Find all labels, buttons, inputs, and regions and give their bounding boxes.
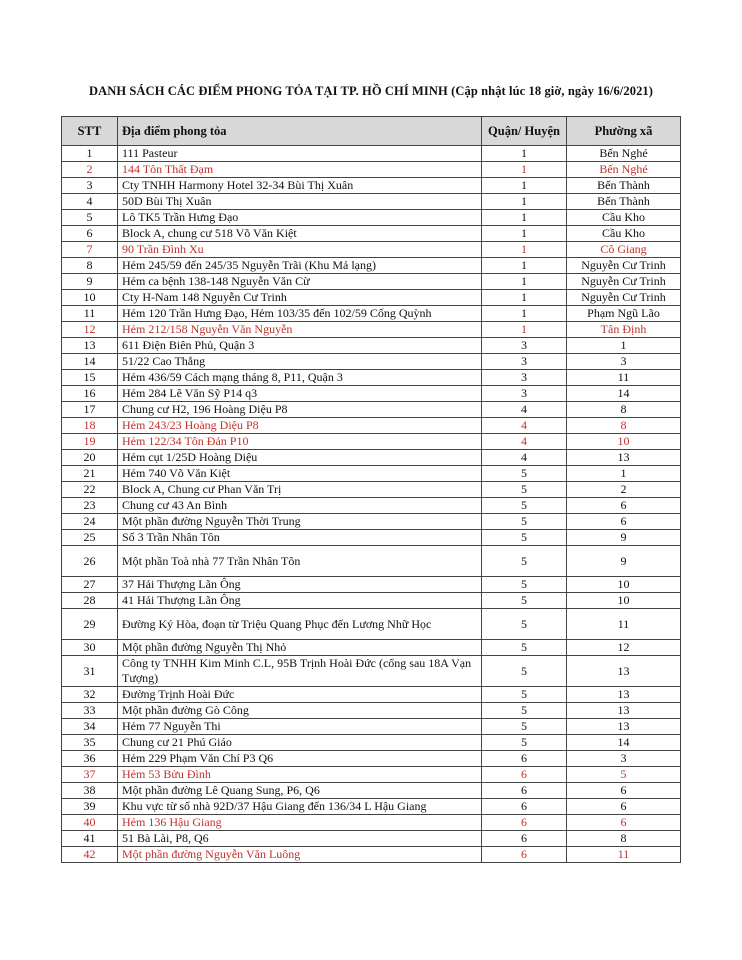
cell-stt: 37 — [62, 767, 118, 783]
cell-stt: 8 — [62, 258, 118, 274]
cell-stt: 12 — [62, 322, 118, 338]
cell-location: Chung cư 21 Phú Giáo — [118, 735, 482, 751]
table-row — [62, 530, 681, 546]
cell-district: 5 — [482, 530, 567, 546]
cell-stt: 16 — [62, 386, 118, 402]
cell-location: Hẻm 740 Võ Văn Kiệt — [118, 466, 482, 482]
cell-ward: Bến Nghé — [567, 162, 681, 178]
table-row — [62, 178, 681, 194]
cell-location: Một phần đường Nguyễn Thị Nhỏ — [118, 640, 482, 656]
cell-ward: 13 — [567, 450, 681, 466]
cell-district: 1 — [482, 242, 567, 258]
table-row — [62, 210, 681, 226]
cell-district: 5 — [482, 482, 567, 498]
table-row — [62, 482, 681, 498]
cell-stt: 33 — [62, 703, 118, 719]
cell-ward: 13 — [567, 703, 681, 719]
cell-location: Hẻm 212/158 Nguyễn Văn Nguyễn — [118, 322, 482, 338]
table-row — [62, 799, 681, 815]
cell-location: Công ty TNHH Kim Minh C.L, 95B Trịnh Hoài Đức (cổng sau 18A Vạn Tượng) — [118, 656, 482, 687]
cell-location: 41 Hải Thượng Lãn Ông — [118, 593, 482, 609]
cell-stt: 35 — [62, 735, 118, 751]
cell-district: 6 — [482, 751, 567, 767]
cell-ward: 10 — [567, 593, 681, 609]
table-row — [62, 258, 681, 274]
cell-ward: 3 — [567, 751, 681, 767]
cell-ward: 1 — [567, 338, 681, 354]
cell-district: 5 — [482, 640, 567, 656]
cell-location: Hẻm 136 Hậu Giang — [118, 815, 482, 831]
cell-ward: Nguyễn Cư Trinh — [567, 258, 681, 274]
cell-stt: 15 — [62, 370, 118, 386]
cell-stt: 42 — [62, 847, 118, 863]
cell-location: Hẻm ca bệnh 138-148 Nguyễn Văn Cừ — [118, 274, 482, 290]
cell-ward: 11 — [567, 847, 681, 863]
cell-ward: 10 — [567, 577, 681, 593]
cell-district: 5 — [482, 687, 567, 703]
cell-location: Cty H-Nam 148 Nguyễn Cư Trinh — [118, 290, 482, 306]
cell-district: 5 — [482, 498, 567, 514]
cell-district: 5 — [482, 593, 567, 609]
table-row — [62, 146, 681, 162]
cell-location: Hẻm cụt 1/25D Hoàng Diệu — [118, 450, 482, 466]
cell-ward: Bến Thành — [567, 194, 681, 210]
table-row — [62, 226, 681, 242]
cell-location: Hẻm 436/59 Cách mạng tháng 8, P11, Quận 3 — [118, 370, 482, 386]
cell-location: 611 Điện Biên Phủ, Quận 3 — [118, 338, 482, 354]
cell-location: Hẻm 120 Trần Hưng Đạo, Hẻm 103/35 đến 102/59 Cống Quỳnh — [118, 306, 482, 322]
cell-district: 6 — [482, 799, 567, 815]
cell-district: 5 — [482, 466, 567, 482]
cell-district: 3 — [482, 386, 567, 402]
cell-district: 1 — [482, 178, 567, 194]
table-row — [62, 577, 681, 593]
document-title: DANH SÁCH CÁC ĐIỂM PHONG TỎA TẠI TP. HỒ CHÍ MINH (Cập nhật lúc 18 giờ, ngày 16/6/2021) — [88, 84, 654, 98]
cell-location: Đường Trịnh Hoài Đức — [118, 687, 482, 703]
cell-stt: 29 — [62, 609, 118, 640]
cell-stt: 31 — [62, 656, 118, 687]
cell-ward: 14 — [567, 386, 681, 402]
cell-district: 1 — [482, 162, 567, 178]
cell-district: 1 — [482, 290, 567, 306]
lockdown-table — [61, 116, 681, 863]
cell-stt: 40 — [62, 815, 118, 831]
cell-district: 6 — [482, 847, 567, 863]
cell-ward: 13 — [567, 656, 681, 687]
cell-district: 4 — [482, 450, 567, 466]
cell-district: 4 — [482, 418, 567, 434]
table-row — [62, 290, 681, 306]
cell-location: Một phần đường Nguyễn Văn Luông — [118, 847, 482, 863]
cell-district: 5 — [482, 609, 567, 640]
cell-ward: 1 — [567, 466, 681, 482]
cell-district: 4 — [482, 434, 567, 450]
cell-district: 3 — [482, 370, 567, 386]
cell-location: Một phần đường Nguyễn Thời Trung — [118, 514, 482, 530]
cell-location: 37 Hải Thượng Lãn Ông — [118, 577, 482, 593]
cell-district: 5 — [482, 577, 567, 593]
cell-stt: 10 — [62, 290, 118, 306]
cell-ward: 13 — [567, 719, 681, 735]
cell-ward: 10 — [567, 434, 681, 450]
cell-ward: 6 — [567, 799, 681, 815]
cell-ward: 12 — [567, 640, 681, 656]
cell-district: 5 — [482, 703, 567, 719]
cell-ward: 8 — [567, 402, 681, 418]
cell-ward: 9 — [567, 530, 681, 546]
cell-location: Hẻm 77 Nguyễn Thi — [118, 719, 482, 735]
cell-stt: 6 — [62, 226, 118, 242]
table-row — [62, 719, 681, 735]
cell-location: Hẻm 245/59 đến 245/35 Nguyễn Trãi (Khu Mả lạng) — [118, 258, 482, 274]
cell-stt: 41 — [62, 831, 118, 847]
cell-stt: 13 — [62, 338, 118, 354]
cell-location: Một phần đường Lê Quang Sung, P6, Q6 — [118, 783, 482, 799]
cell-location: Số 3 Trần Nhân Tôn — [118, 530, 482, 546]
header-district: Quận/ Huyện — [482, 117, 567, 146]
cell-stt: 27 — [62, 577, 118, 593]
cell-ward: Nguyễn Cư Trinh — [567, 274, 681, 290]
table-row — [62, 751, 681, 767]
table-row — [62, 640, 681, 656]
cell-stt: 14 — [62, 354, 118, 370]
cell-location: 111 Pasteur — [118, 146, 482, 162]
cell-location: 50D Bùi Thị Xuân — [118, 194, 482, 210]
table-row — [62, 546, 681, 577]
table-row — [62, 514, 681, 530]
cell-district: 5 — [482, 719, 567, 735]
table-row — [62, 402, 681, 418]
cell-ward: 8 — [567, 831, 681, 847]
cell-ward: 14 — [567, 735, 681, 751]
cell-district: 1 — [482, 194, 567, 210]
cell-stt: 36 — [62, 751, 118, 767]
cell-location: Block A, chung cư 518 Võ Văn Kiệt — [118, 226, 482, 242]
table-row — [62, 783, 681, 799]
table-row — [62, 767, 681, 783]
cell-district: 5 — [482, 546, 567, 577]
cell-district: 6 — [482, 815, 567, 831]
table-row — [62, 831, 681, 847]
cell-ward: 6 — [567, 514, 681, 530]
table-row — [62, 370, 681, 386]
cell-district: 3 — [482, 354, 567, 370]
cell-ward: 11 — [567, 609, 681, 640]
cell-location: Hẻm 284 Lê Văn Sỹ P14 q3 — [118, 386, 482, 402]
table-row — [62, 703, 681, 719]
cell-stt: 21 — [62, 466, 118, 482]
cell-stt: 26 — [62, 546, 118, 577]
cell-location: Hẻm 229 Phạm Văn Chí P3 Q6 — [118, 751, 482, 767]
cell-stt: 25 — [62, 530, 118, 546]
cell-ward: 2 — [567, 482, 681, 498]
table-row — [62, 354, 681, 370]
cell-stt: 11 — [62, 306, 118, 322]
cell-stt: 2 — [62, 162, 118, 178]
header-stt: STT — [62, 117, 118, 146]
cell-district: 1 — [482, 226, 567, 242]
cell-location: Một phần Toà nhà 77 Trần Nhân Tôn — [118, 546, 482, 577]
cell-stt: 32 — [62, 687, 118, 703]
table-header-row — [62, 117, 681, 146]
cell-ward: Bến Thành — [567, 178, 681, 194]
cell-ward: 6 — [567, 498, 681, 514]
cell-location: Đường Ký Hòa, đoạn từ Triệu Quang Phục đến Lương Nhữ Học — [118, 609, 482, 640]
cell-ward: 11 — [567, 370, 681, 386]
cell-stt: 18 — [62, 418, 118, 434]
cell-district: 1 — [482, 146, 567, 162]
table-row — [62, 815, 681, 831]
table-row — [62, 194, 681, 210]
table-row — [62, 338, 681, 354]
cell-location: Block A, Chung cư Phan Văn Trị — [118, 482, 482, 498]
cell-location: Hẻm 53 Bửu Đình — [118, 767, 482, 783]
cell-district: 4 — [482, 402, 567, 418]
cell-location: 90 Trần Đình Xu — [118, 242, 482, 258]
cell-district: 3 — [482, 338, 567, 354]
table-row — [62, 450, 681, 466]
table-row — [62, 593, 681, 609]
cell-district: 5 — [482, 514, 567, 530]
cell-ward: Bến Nghé — [567, 146, 681, 162]
cell-ward: 6 — [567, 815, 681, 831]
table-row — [62, 418, 681, 434]
cell-stt: 30 — [62, 640, 118, 656]
cell-stt: 38 — [62, 783, 118, 799]
cell-district: 5 — [482, 735, 567, 751]
header-ward: Phường xã — [567, 117, 681, 146]
table-row — [62, 322, 681, 338]
cell-location: Hẻm 122/34 Tôn Đản P10 — [118, 434, 482, 450]
table-row — [62, 306, 681, 322]
cell-ward: Nguyễn Cư Trinh — [567, 290, 681, 306]
cell-ward: Phạm Ngũ Lão — [567, 306, 681, 322]
table-row — [62, 656, 681, 687]
cell-stt: 7 — [62, 242, 118, 258]
cell-location: Lô TK5 Trần Hưng Đạo — [118, 210, 482, 226]
table-row — [62, 687, 681, 703]
cell-stt: 39 — [62, 799, 118, 815]
cell-ward: Cầu Kho — [567, 226, 681, 242]
cell-location: 51 Bà Lài, P8, Q6 — [118, 831, 482, 847]
table-body — [62, 146, 681, 863]
cell-stt: 34 — [62, 719, 118, 735]
cell-ward: 8 — [567, 418, 681, 434]
cell-district: 1 — [482, 274, 567, 290]
cell-stt: 24 — [62, 514, 118, 530]
table-row — [62, 609, 681, 640]
cell-district: 1 — [482, 306, 567, 322]
cell-ward: 5 — [567, 767, 681, 783]
cell-location: Chung cư 43 An Bình — [118, 498, 482, 514]
cell-stt: 1 — [62, 146, 118, 162]
cell-district: 6 — [482, 831, 567, 847]
cell-stt: 22 — [62, 482, 118, 498]
cell-ward: 13 — [567, 687, 681, 703]
cell-location: 51/22 Cao Thắng — [118, 354, 482, 370]
cell-stt: 28 — [62, 593, 118, 609]
cell-district: 1 — [482, 258, 567, 274]
table-row — [62, 162, 681, 178]
cell-stt: 3 — [62, 178, 118, 194]
cell-location: Khu vực từ số nhà 92D/37 Hậu Giang đến 136/34 L Hậu Giang — [118, 799, 482, 815]
cell-location: Một phần đường Gò Công — [118, 703, 482, 719]
table-row — [62, 466, 681, 482]
table-row — [62, 498, 681, 514]
cell-location: Chung cư H2, 196 Hoàng Diệu P8 — [118, 402, 482, 418]
cell-ward: Cô Giang — [567, 242, 681, 258]
table-row — [62, 847, 681, 863]
cell-stt: 17 — [62, 402, 118, 418]
cell-stt: 23 — [62, 498, 118, 514]
header-location: Địa điểm phong tỏa — [118, 117, 482, 146]
cell-ward: Tân Định — [567, 322, 681, 338]
table-row — [62, 274, 681, 290]
table-row — [62, 242, 681, 258]
cell-stt: 4 — [62, 194, 118, 210]
cell-district: 5 — [482, 656, 567, 687]
cell-stt: 19 — [62, 434, 118, 450]
cell-stt: 9 — [62, 274, 118, 290]
table-row — [62, 735, 681, 751]
cell-ward: 6 — [567, 783, 681, 799]
cell-ward: 9 — [567, 546, 681, 577]
table-row — [62, 434, 681, 450]
cell-district: 1 — [482, 210, 567, 226]
cell-stt: 5 — [62, 210, 118, 226]
cell-location: 144 Tôn Thất Đạm — [118, 162, 482, 178]
table-row — [62, 386, 681, 402]
cell-stt: 20 — [62, 450, 118, 466]
cell-district: 6 — [482, 783, 567, 799]
cell-ward: Cầu Kho — [567, 210, 681, 226]
cell-location: Cty TNHH Harmony Hotel 32-34 Bùi Thị Xuân — [118, 178, 482, 194]
cell-location: Hẻm 243/23 Hoàng Diệu P8 — [118, 418, 482, 434]
cell-district: 1 — [482, 322, 567, 338]
cell-district: 6 — [482, 767, 567, 783]
cell-ward: 3 — [567, 354, 681, 370]
